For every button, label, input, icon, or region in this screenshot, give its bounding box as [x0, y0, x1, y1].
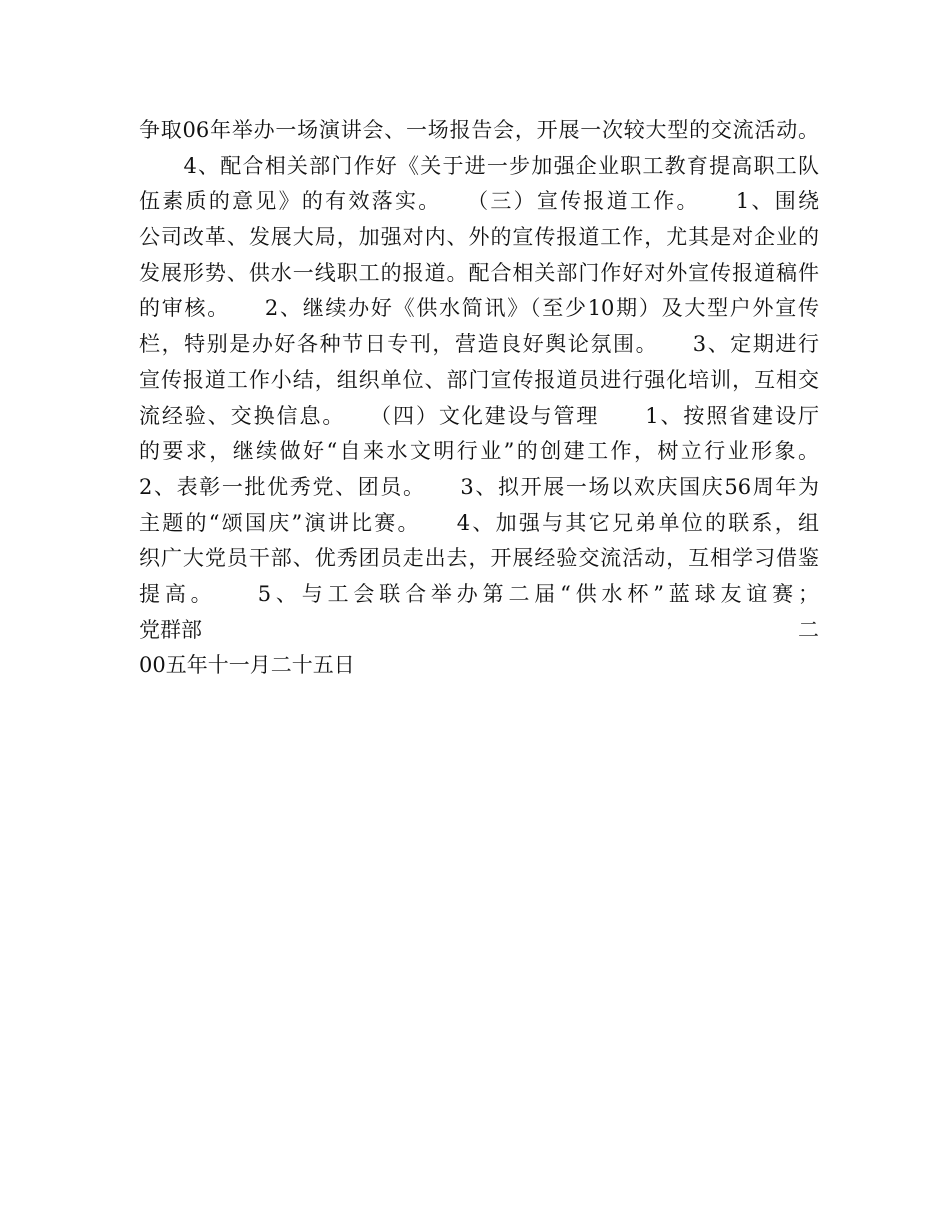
text-line: 争取06年举办一场演讲会、一场报告会，开展一次较大型的交流活动。	[139, 118, 819, 142]
text-line: 公司改革、发展大局，加强对内、外的宣传报道工作，尤其是对企业的	[139, 225, 819, 250]
text-line: 主题的“颂国庆”演讲比赛。 4、加强与其它兄弟单位的联系，组	[139, 510, 819, 535]
document-body	[139, 113, 819, 684]
text-line: 栏，特别是办好各种节日专刊，营造良好舆论氛围。 3、定期进行	[139, 332, 819, 357]
date-prefix: 二	[798, 617, 819, 642]
text-line: 伍素质的意见》的有效落实。 （三）宣传报道工作。 1、围绕	[139, 189, 819, 214]
text-line: 4、配合相关部门作好《关于进一步加强企业职工教育提高职工队	[139, 153, 819, 178]
text-line: 2、表彰一批优秀党、团员。 3、拟开展一场以欢庆国庆56周年为	[139, 474, 819, 499]
text-line: 织广大党员干部、优秀团员走出去，开展经验交流活动，互相学习借鉴	[139, 546, 819, 571]
document-date: 00五年十一月二十五日	[139, 653, 355, 678]
text-line: 发展形势、供水一线职工的报道。配合相关部门作好对外宣传报道稿件	[139, 260, 819, 285]
text-line: 宣传报道工作小结，组织单位、部门宣传报道员进行强化培训，互相交	[139, 367, 819, 392]
text-line: 的审核。 2、继续办好《供水简讯》（至少10期）及大型户外宣传	[139, 296, 819, 321]
department-signature: 党群部	[139, 617, 202, 642]
text-line: 提高。 5、与工会联合举办第二届“供水杯”蓝球友谊赛；	[139, 581, 819, 606]
signature-row	[139, 613, 819, 649]
text-line: 流经验、交换信息。 （四）文化建设与管理 1、按照省建设厅	[139, 403, 819, 428]
text-line: 的要求，继续做好“自来水文明行业”的创建工作，树立行业形象。	[139, 439, 819, 464]
